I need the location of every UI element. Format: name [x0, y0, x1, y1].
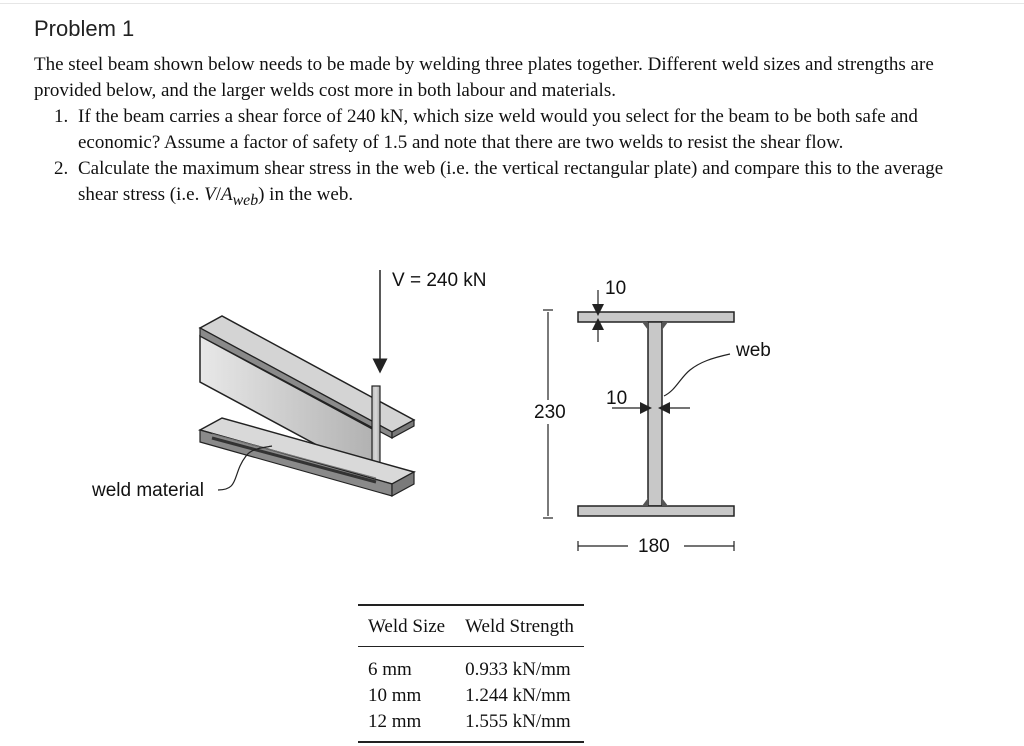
question-number: 1. — [54, 106, 69, 127]
weld-strength-cell: 1.555 kN/mm — [465, 711, 571, 732]
table-header-row — [358, 605, 584, 647]
formula-subscript: web — [232, 191, 259, 209]
formula-v: V — [204, 184, 216, 205]
table-row — [358, 709, 584, 742]
web-plate — [648, 322, 662, 506]
top-flange — [578, 312, 734, 322]
width-label: 180 — [638, 536, 670, 557]
web-label: web — [736, 340, 771, 361]
weld-size-cell: 12 mm — [368, 711, 422, 732]
question-text-end: ) in the web. — [258, 184, 354, 205]
isometric-beam — [200, 316, 414, 496]
column-header: Weld Strength — [465, 616, 574, 637]
weld-strength-cell: 0.933 kN/mm — [465, 659, 571, 680]
problem-title: Problem 1 — [34, 16, 135, 41]
formula-slash: / — [215, 184, 221, 205]
problem-intro: The steel beam shown below needs to be made by welding three plates together. Different weld sizes and strengths are provided below, and the larger welds cost more in both labour and materials. — [34, 54, 934, 101]
question-item — [34, 104, 954, 156]
weld-size-cell: 10 mm — [368, 685, 422, 706]
flange-thickness-label: 10 — [605, 278, 627, 299]
depth-label: 230 — [534, 402, 566, 423]
weld-table — [358, 604, 584, 743]
table-row — [358, 683, 584, 709]
web-leader-line — [664, 354, 730, 396]
weld-strength-cell: 1.244 kN/mm — [465, 685, 571, 706]
bottom-flange — [578, 506, 734, 516]
beam-figure — [0, 250, 1024, 570]
weld-material-label: weld material — [92, 480, 204, 501]
beam-diagram — [0, 250, 1024, 570]
web-thickness-label: 10 — [606, 388, 628, 409]
cross-section — [578, 312, 734, 516]
question-item — [34, 156, 954, 214]
formula-a: A — [221, 184, 233, 205]
question-number: 2. — [54, 158, 69, 179]
top-divider — [0, 3, 1024, 4]
question-list — [34, 104, 954, 214]
weld-size-cell: 6 mm — [368, 659, 412, 680]
shear-force-label: V = 240 kN — [392, 270, 487, 291]
column-header: Weld Size — [368, 616, 446, 637]
table-row — [358, 647, 584, 684]
question-text: If the beam carries a shear force of 240 kN, which size weld would you select for the beam to be both safe and economic? Assume a factor of safety of 1.5 and note that there are two welds to resist the shear flow. — [78, 106, 918, 153]
question-text: Calculate the maximum shear stress in the web (i.e. the vertical rectangular plate) and compare this to the average shear stress (i.e. — [78, 158, 944, 205]
